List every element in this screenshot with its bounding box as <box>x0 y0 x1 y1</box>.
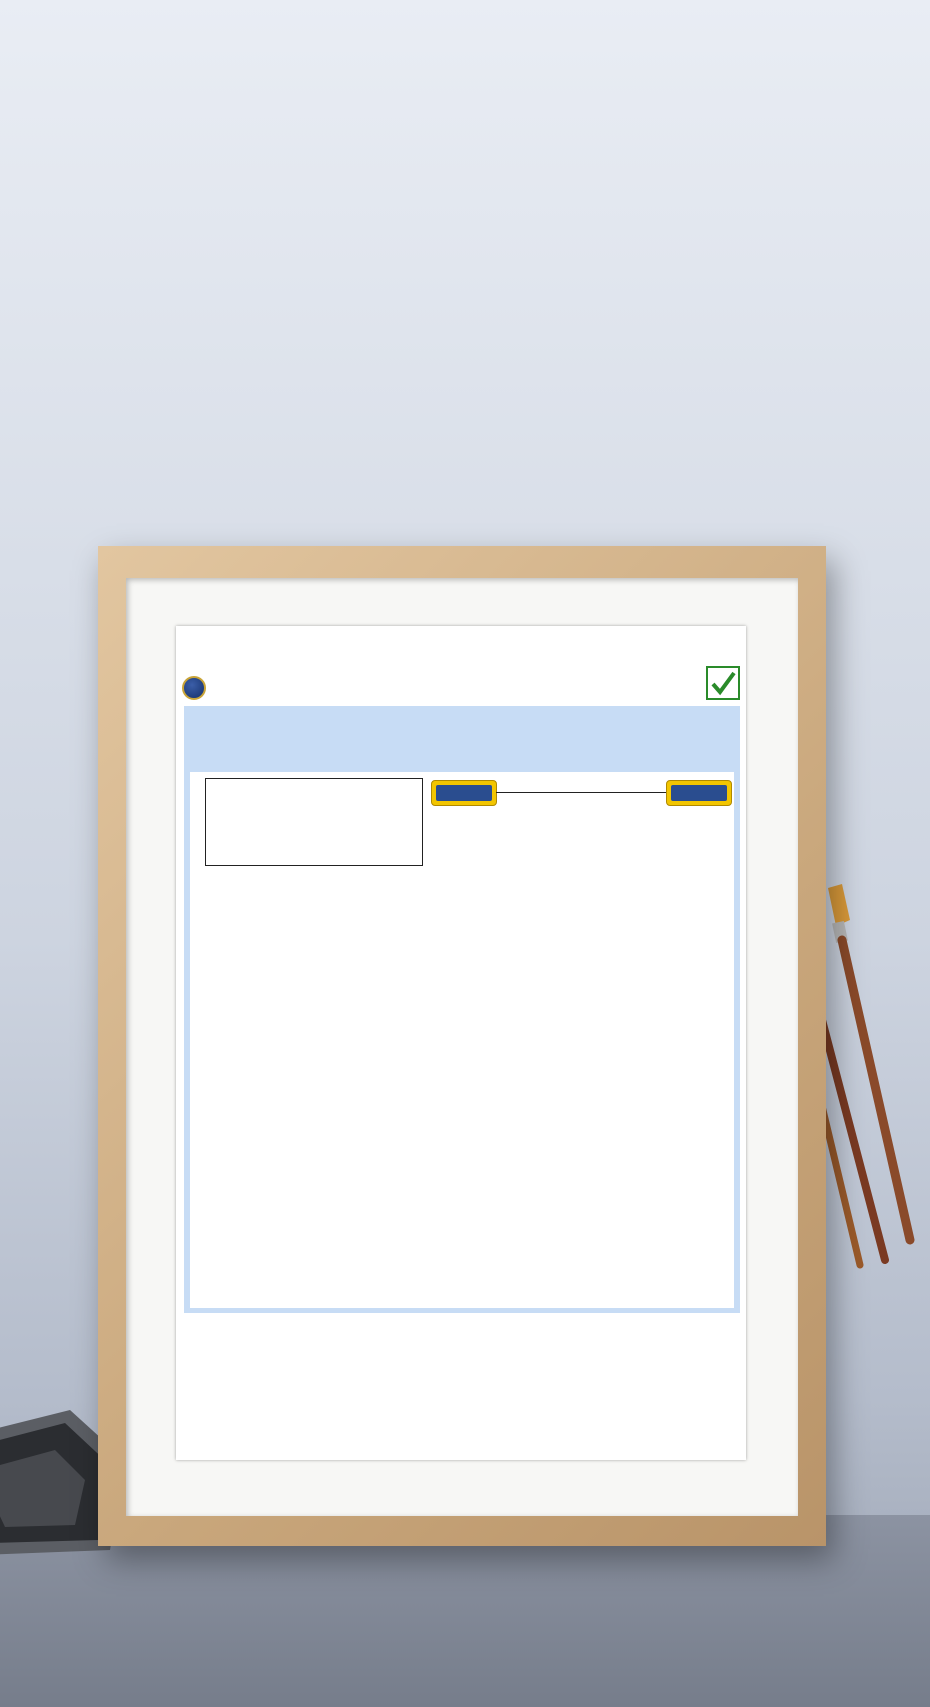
picture-frame <box>98 546 826 1546</box>
wire-map <box>436 816 554 912</box>
main-tester-icon <box>431 780 497 806</box>
report-body <box>190 772 734 1308</box>
test-report <box>176 626 746 1460</box>
frame-mat <box>126 578 798 1516</box>
fluke-networks-logo <box>538 1326 668 1362</box>
remote-tester-icon <box>666 780 732 806</box>
linkware-logo <box>182 676 382 702</box>
lw-badge-icon <box>182 676 206 700</box>
pass-checkmark-icon <box>706 666 740 700</box>
summary-box <box>205 778 423 866</box>
report-header <box>184 706 740 768</box>
wire-map-diagram <box>436 832 554 914</box>
cable-link-line <box>496 792 666 793</box>
